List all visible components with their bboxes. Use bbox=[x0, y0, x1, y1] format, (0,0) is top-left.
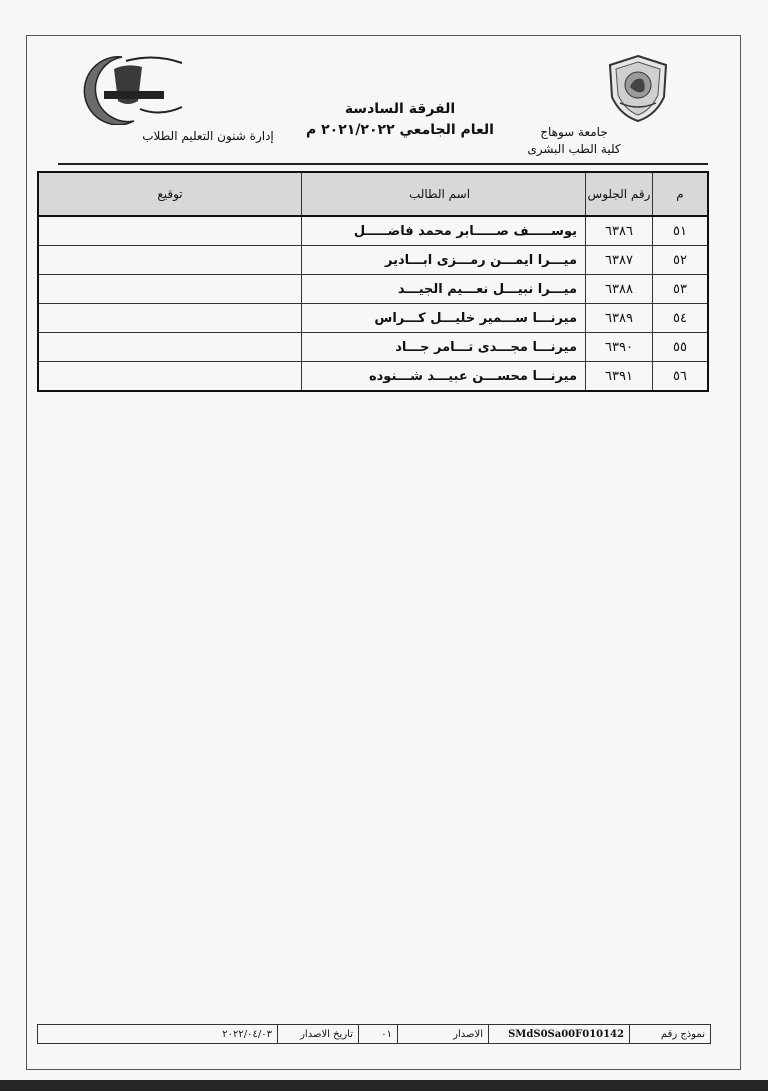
faculty-logo-icon bbox=[64, 51, 192, 125]
scan-edge bbox=[0, 1080, 768, 1091]
row-index: ٥٥ bbox=[653, 333, 709, 362]
row-index: ٥٦ bbox=[653, 362, 709, 392]
row-signature-cell[interactable] bbox=[38, 246, 302, 275]
row-seat-number: ٦٣٨٨ bbox=[586, 275, 653, 304]
row-seat-number: ٦٣٩١ bbox=[586, 362, 653, 392]
title-block bbox=[290, 98, 510, 140]
table-row bbox=[38, 216, 708, 246]
year-group-title: الفرقة السادسة bbox=[344, 101, 456, 117]
department-name: إدارة شنون التعليم الطلاب bbox=[142, 129, 274, 143]
footer-date-value: ٢٠٢٢/٠٤/٠٣ bbox=[222, 1028, 272, 1040]
row-seat-number: ٦٣٨٩ bbox=[586, 304, 653, 333]
row-signature-cell[interactable] bbox=[38, 216, 302, 246]
row-seat-number: ٦٣٨٦ bbox=[586, 216, 653, 246]
row-signature-cell[interactable] bbox=[38, 304, 302, 333]
row-index: ٥٤ bbox=[653, 304, 709, 333]
row-index: ٥١ bbox=[653, 216, 709, 246]
col-header-index: م bbox=[653, 172, 709, 216]
table-row bbox=[38, 333, 708, 362]
header-divider bbox=[58, 163, 708, 165]
footer-date-label: تاريخ الاصدار bbox=[277, 1025, 358, 1043]
row-student-name: ميرنـــا ســـمير خليـــل كـــراس bbox=[302, 304, 586, 333]
row-student-name: يوســـــف صـــــابر محمد فاضـــــل bbox=[302, 216, 586, 246]
document-footer bbox=[37, 1024, 711, 1044]
footer-form-code: SMdS0Sa00F010142 bbox=[488, 1025, 629, 1043]
university-name: جامعة سوهاج bbox=[540, 125, 608, 139]
col-header-seat: رقم الجلوس bbox=[586, 172, 653, 216]
footer-issue-value: ٠١ bbox=[358, 1025, 397, 1043]
footer-issue-label: الاصدار bbox=[397, 1025, 488, 1043]
university-seal-icon bbox=[604, 53, 672, 123]
table-row bbox=[38, 362, 708, 392]
col-header-signature: توقيع bbox=[38, 172, 302, 216]
row-student-name: ميـــرا نبيـــل نعـــيم الجيـــد bbox=[302, 275, 586, 304]
footer-form-label: نموذج رقم bbox=[629, 1025, 710, 1043]
row-seat-number: ٦٣٨٧ bbox=[586, 246, 653, 275]
academic-year-title: العام الجامعي ٢٠٢١/٢٠٢٢ م bbox=[306, 122, 494, 138]
row-signature-cell[interactable] bbox=[38, 333, 302, 362]
table-row bbox=[38, 304, 708, 333]
row-student-name: ميرنـــا محســـن عبيـــد شـــنوده bbox=[302, 362, 586, 392]
row-seat-number: ٦٣٩٠ bbox=[586, 333, 653, 362]
row-index: ٥٣ bbox=[653, 275, 709, 304]
table-header-row bbox=[38, 172, 708, 216]
faculty-name: كلية الطب البشرى bbox=[527, 142, 621, 156]
table-row bbox=[38, 275, 708, 304]
row-student-name: ميـــرا ايمـــن رمـــزى ابـــادير bbox=[302, 246, 586, 275]
row-signature-cell[interactable] bbox=[38, 362, 302, 392]
university-block bbox=[504, 124, 644, 158]
row-student-name: ميرنـــا مجـــدى تـــامر جـــاد bbox=[302, 333, 586, 362]
table-row bbox=[38, 246, 708, 275]
row-signature-cell[interactable] bbox=[38, 275, 302, 304]
students-table bbox=[37, 171, 709, 392]
row-index: ٥٢ bbox=[653, 246, 709, 275]
col-header-name: اسم الطالب bbox=[302, 172, 586, 216]
